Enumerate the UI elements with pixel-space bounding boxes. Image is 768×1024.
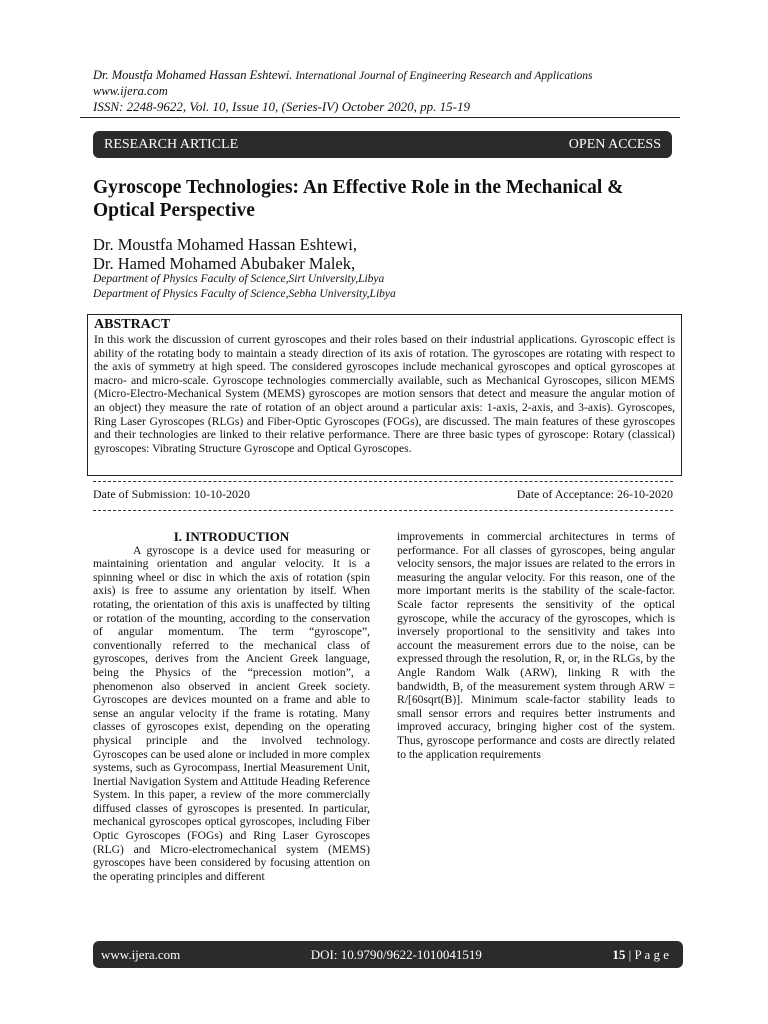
page-label: | P a g e <box>625 946 669 962</box>
abstract-box <box>87 314 682 476</box>
header-website: www.ijera.com <box>93 84 168 98</box>
dashed-rule-bottom <box>93 510 673 511</box>
author-2: Dr. Hamed Mohamed Abubaker Malek, <box>93 254 356 273</box>
header-issn: ISSN: 2248-9622, Vol. 10, Issue 10, (Series-IV) October 2020, pp. 15-19 <box>93 99 470 114</box>
department-1: Department of Physics Faculty of Science,Sirt University,Libya <box>93 273 385 285</box>
footer-website: www.ijera.com <box>101 946 181 962</box>
acceptance-date: Date of Acceptance: 26-10-2020 <box>516 487 673 501</box>
intro-paragraph: A gyroscope is a device used for measuring or maintaining orientation and angular velocity. It is a spinning wheel or disc in which the axis of rotation (spin axis) is free to assume any orientation by itself. When rotating, the orientation of this axis is unaffected by tilting or rotation of the mounting, according to the conservation of angular momentum. The term “gyroscope”, conventionally referred to the mechanical class of gyroscopes, derives from the Ancient Greek language, being the Physics of the “precession motion”, a phenomenon also observed in ancient Greek society. Gyroscopes are devices mounted on a frame and able to sense an angular velocity if the frame is rotating. Many classes of gyroscopes exist, depending on the operating physical principle and the involved technology. Gyroscopes can be used alone or included in more complex systems, such as Gyrocompass, Inertial Measurement Unit, Inertial Navigation System and Attitude Heading Reference System. In this paper, a review of the more commercially diffused classes of gyroscopes is presented. In particular, mechanical gyroscopes optical gyroscopes, including Fiber Optic Gyroscopes (FOGs) and Ring Laser Gyroscopes (RLG) and Micro-electromechanical system (MEMS) gyroscopes have been considered by focusing attention on the operating principles and different <box>93 543 370 883</box>
research-article-label: RESEARCH ARTICLE <box>104 136 239 152</box>
footer-page <box>612 947 669 963</box>
open-access-label: OPEN ACCESS <box>568 136 661 152</box>
abstract-heading: ABSTRACT <box>94 317 171 332</box>
section-heading: I. INTRODUCTION <box>173 529 290 544</box>
intro-paragraph-continued: improvements in commercial architectures in terms of performance. For all classes of gyroscopes, being angular velocity sensors, the major issues are related to the errors in measuring the angular velocity. For this reason, one of the more important merits is the stability of the scale-factor. Scale factor represents the sensitivity of the optical gyroscope, while the accuracy of the gyroscopes, which is inversely proportional to the sensitivity and takes into account the measurement errors due to the noise, can be expressed through the resolution, R, or, in the RLGs, by the Angle Random Walk (ARW), linking R with the bandwidth, B, of the measurement system through ARW = R/[60sqrt(B)]. Minimum scale-factor stability leads to small sensor errors and requires better instruments and improved accuracy, bringing higher cost of the system. Thus, gyroscope performance and costs are directly related to the application requirements <box>397 530 675 761</box>
header-rule <box>80 117 680 118</box>
page-footer <box>93 941 683 968</box>
author-1: Dr. Moustfa Mohamed Hassan Eshtewi, <box>93 235 357 254</box>
abstract-text: In this work the discussion of current gyroscopes and their roles based on their industrial applications. Gyroscopic effect is ability of the rotating body to maintain a steady direction of its axis of rotation. The gyroscopes are rotating with respect to the axis of symmetry at high speed. The considered gyroscopes include mechanical gyroscopes and optical gyroscopes at macro- and micro-scale. Gyroscope technologies commercially available, such as Mechanical Gyroscopes, silicon MEMS (Micro-Electro-Mechanical System (MEMS) gyroscopes are motion sensors that detect and measure the angular motion of an object) they measure the rate of rotation of an object around a particular axis: 1-axis, 2-axis, and 3-axis). Gyroscopes, Ring Laser Gyroscopes (RLGs) and Fiber-Optic Gyroscopes (FOGs), are discussed. The main features of these gyroscopes and their technologies are linked to their relative performance. There are three basic types of gyroscope: Rotary (classical) gyroscopes: Vibrating Structure Gyroscope and Optical Gyroscopes. <box>94 333 675 455</box>
dates-row <box>93 487 673 502</box>
running-header <box>93 68 693 114</box>
right-column <box>397 530 675 761</box>
department-2: Department of Physics Faculty of Science,Sebha University,Libya <box>93 288 396 300</box>
left-column <box>93 530 370 883</box>
header-authors: Dr. Moustfa Mohamed Hassan Eshtewi. <box>93 68 293 82</box>
paper-title: Gyroscope Technologies: An Effective Role in the Mechanical & Optical Perspective <box>93 177 624 221</box>
dashed-rule-top <box>93 481 673 482</box>
header-journal: International Journal of Engineering Research and Applications <box>295 70 593 82</box>
article-type-ribbon <box>93 131 672 158</box>
footer-doi: DOI: 10.9790/9622-1010041519 <box>310 946 482 962</box>
submission-date: Date of Submission: 10-10-2020 <box>93 487 250 501</box>
page-number: 15 <box>612 946 626 962</box>
